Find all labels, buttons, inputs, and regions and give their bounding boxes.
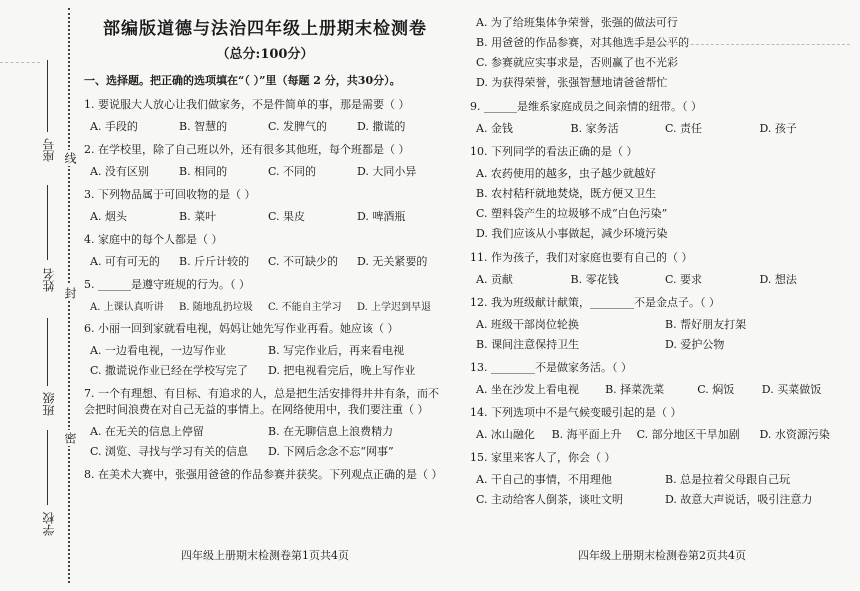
name-blank-line (47, 185, 48, 260)
option: D. 买菜做饭 (761, 383, 822, 396)
option: B. 随地乱扔垃圾 (179, 302, 253, 313)
option: B. 用爸爸的作品参赛，对其他选手是公平的 (476, 36, 690, 49)
option: B. 家务活 (570, 122, 619, 135)
total-score: （总分:100分） (216, 47, 314, 62)
option: B. 农村秸秆就地焚烧，既方便又卫生 (476, 187, 657, 200)
question-5: 5. ______是遵守班规的行为。（ ） (84, 278, 250, 291)
margin-label-seat: 座号 (42, 138, 56, 162)
option: C. 焖饭 (697, 383, 735, 396)
option: A. 烟头 (90, 210, 127, 223)
option: A. 一边看电视，一边写作业 (90, 344, 226, 357)
option: B. 海平面上升 (551, 428, 622, 441)
question-11: 11. 作为孩子，我们对家庭也要有自己的（ ） (470, 251, 693, 264)
option: B. 择菜洗菜 (605, 383, 665, 396)
margin-label-class: 班级 (42, 392, 56, 416)
option: C. 塑料袋产生的垃圾够不成“白色污染” (476, 207, 668, 220)
question-13-options (470, 381, 854, 397)
option: D. 想法 (759, 273, 797, 286)
option: C. 发脾气的 (268, 120, 328, 133)
question-9-options (470, 120, 854, 136)
option: C. 责任 (665, 122, 703, 135)
question-12-options-row2 (470, 336, 854, 352)
option: D. 下网后念念不忘“网事” (268, 445, 394, 458)
question-7: 7. 一个有理想、有目标、有追求的人，总是把生活安排得井井有条，而不会把时间浪费在对自己无益的事情上。在网络使用中，我们要注重（ ） (84, 387, 439, 416)
question-10-options (470, 165, 854, 242)
option: C. 不能自主学习 (268, 302, 342, 313)
scan-noise-line (600, 44, 850, 45)
option: D. 我们应该从小事做起，减少环境污染 (476, 227, 668, 240)
option: C. 浏览、寻找与学习有关的信息 (90, 445, 249, 458)
question-2-options (84, 163, 446, 179)
option: C. 不可缺少的 (268, 255, 339, 268)
option: B. 总是拉着父母跟自己玩 (665, 473, 791, 486)
option: A. 班级干部岗位轮换 (476, 318, 579, 331)
option: D. 把电视看完后，晚上写作业 (268, 364, 416, 377)
question-8-options (470, 14, 854, 91)
option: A. 手段的 (90, 120, 138, 133)
option: C. 不同的 (268, 165, 317, 178)
option: D. 爱护公物 (665, 338, 725, 351)
option: D. 撒谎的 (357, 120, 406, 133)
option: D. 水资源污染 (759, 428, 830, 441)
page-footer-right: 四年级上册期末检测卷第2页共4页 (578, 549, 746, 562)
question-15-options-row1 (470, 471, 854, 487)
option: D. 孩子 (759, 122, 797, 135)
option: D. 大同小异 (357, 165, 417, 178)
option: B. 相同的 (179, 165, 228, 178)
question-13: 13. ________不是做家务活。（ ） (470, 361, 632, 374)
option: C. 撒谎说作业已经在学校写完了 (90, 364, 249, 377)
option: D. 故意大声说话，吸引注意力 (665, 493, 813, 506)
question-6: 6. 小丽一回到家就看电视，妈妈让她先写作业再看。她应该（ ） (84, 322, 399, 335)
option: B. 智慧的 (179, 120, 228, 133)
option: A. 农药使用的越多，虫子越少就越好 (476, 167, 656, 180)
option: C. 要求 (665, 273, 703, 286)
option: C. 参赛就应实事求是，否则赢了也不光彩 (476, 56, 679, 69)
question-6-options-row1 (84, 342, 446, 358)
question-7-options-row1 (84, 423, 446, 439)
option: A. 没有区别 (90, 165, 149, 178)
option: B. 斤斤计较的 (179, 255, 250, 268)
question-10: 10. 下列同学的看法正确的是（ ） (470, 145, 638, 158)
question-2: 2. 在学校里，除了自己班以外，还有很多其他班，每个班都是（ ） (84, 143, 410, 156)
option: B. 菜叶 (179, 210, 217, 223)
option: A. 为了给班集体争荣誉，张强的做法可行 (476, 16, 678, 29)
option: D. 上学迟到早退 (357, 302, 432, 313)
option: D. 无关紧要的 (357, 255, 428, 268)
option: B. 写完作业后，再来看电视 (268, 344, 405, 357)
option: C. 部分地区干旱加剧 (636, 428, 740, 441)
option: A. 干自己的事情，不用理他 (476, 473, 612, 486)
exam-page-2 (470, 0, 854, 591)
binding-margin (0, 0, 78, 591)
margin-label-name: 姓名 (42, 268, 56, 292)
question-15-options-row2 (470, 491, 854, 507)
option: A. 上课认真听讲 (90, 302, 164, 313)
question-3-options (84, 208, 446, 224)
question-9: 9. ______是维系家庭成员之间亲情的纽带。（ ） (470, 100, 702, 113)
question-7-options-row2 (84, 443, 446, 459)
question-11-options (470, 271, 854, 287)
exam-page-1 (84, 0, 446, 591)
option: A. 冰山融化 (476, 428, 535, 441)
option: B. 零花钱 (570, 273, 619, 286)
question-12: 12. 我为班级献计献策，________不是金点子。（ ） (470, 296, 720, 309)
question-14: 14. 下列选项中不是气候变暖引起的是（ ） (470, 406, 682, 419)
question-8: 8. 在美术大赛中，张强用爸爸的作品参赛并获奖。下列观点正确的是（ ） (84, 468, 443, 481)
question-3: 3. 下列物品属于可回收物的是（ ） (84, 188, 256, 201)
class-blank-line (47, 318, 48, 386)
option: A. 贡献 (476, 273, 513, 286)
question-1-options (84, 118, 446, 134)
seat-blank-line (47, 60, 48, 132)
question-14-options (470, 426, 854, 442)
question-12-options-row1 (470, 316, 854, 332)
option: B. 课间注意保持卫生 (476, 338, 580, 351)
option: A. 金钱 (476, 122, 513, 135)
margin-label-school: 学校 (42, 512, 56, 536)
option: D. 啤酒瓶 (357, 210, 406, 223)
question-5-options (84, 298, 446, 313)
page-footer-left: 四年级上册期末检测卷第1页共4页 (181, 549, 349, 562)
school-blank-line (47, 430, 48, 505)
question-6-options-row2 (84, 362, 446, 378)
scan-noise-line (0, 62, 40, 63)
seal-mark-secret: 密 (63, 432, 77, 444)
option: C. 果皮 (268, 210, 306, 223)
option: D. 为获得荣誉，张强智慧地请爸爸帮忙 (476, 76, 668, 89)
question-4-options (84, 253, 446, 269)
seal-mark-seal: 封 (63, 287, 77, 299)
option: B. 帮好朋友打架 (665, 318, 747, 331)
question-15: 15. 家里来客人了，你会（ ） (470, 451, 616, 464)
section-heading: 一、选择题。把正确的选项填在“（ ）”里（每题 2 分，共30分）。 (84, 74, 401, 87)
seal-mark-line: 线 (63, 152, 77, 164)
question-1: 1. 要说服大人放心让我们做家务，不是件简单的事，那是需要（ ） (84, 98, 410, 111)
option: A. 可有可无的 (90, 255, 160, 268)
option: A. 坐在沙发上看电视 (476, 383, 579, 396)
exam-title: 部编版道德与法治四年级上册期末检测卷 (103, 19, 427, 39)
option: C. 主动给客人倒茶，谈吐文明 (476, 493, 624, 506)
question-4: 4. 家庭中的每个人都是（ ） (84, 233, 223, 246)
option: B. 在无聊信息上浪费精力 (268, 425, 394, 438)
option: A. 在无关的信息上停留 (90, 425, 204, 438)
